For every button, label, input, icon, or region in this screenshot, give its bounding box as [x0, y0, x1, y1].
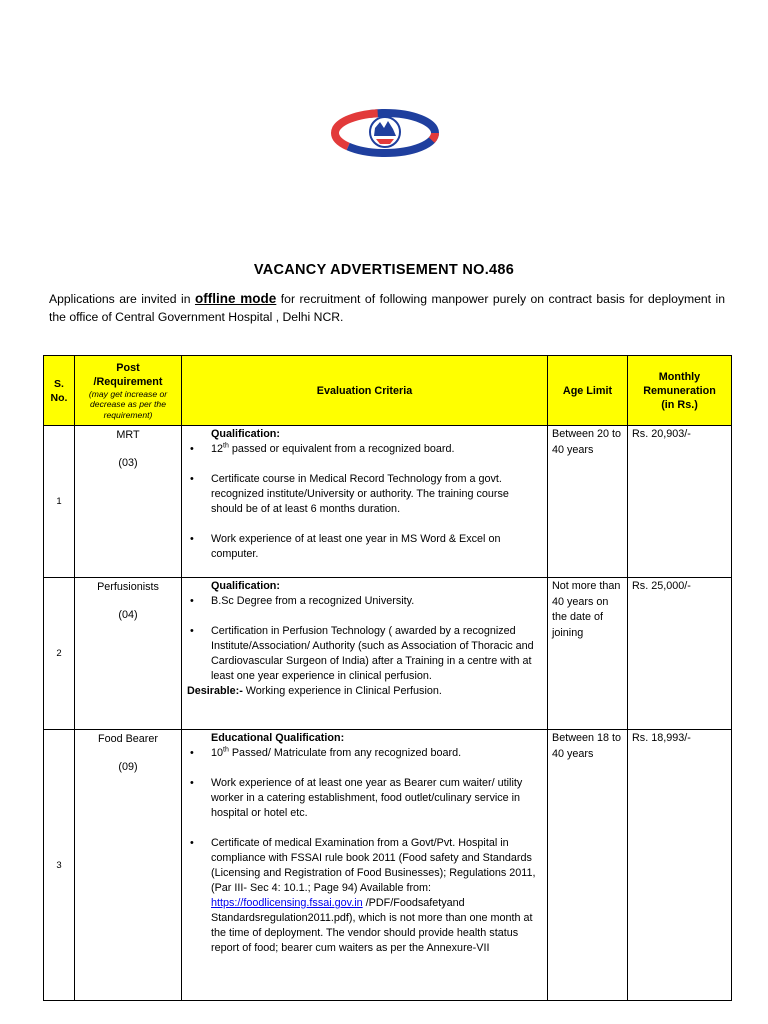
post-name: MRT — [116, 429, 140, 441]
criteria-item: • Certification in Perfusion Technology ( awarded by a recognized Institute/Association/ Authority (such as Association of Thoracic and Cardiovascular Surgeon of India) after a Training in a centre with at least one year experience in clinical perfusion. — [187, 624, 543, 684]
organization-logo — [330, 108, 440, 158]
intro-highlight: offline mode — [194, 291, 277, 306]
desirable-note — [187, 684, 543, 699]
row-sno: 2 — [44, 578, 75, 730]
page-title: VACANCY ADVERTISEMENT NO.486 — [253, 262, 515, 278]
criteria-item: • B.Sc Degree from a recognized University. — [187, 594, 543, 609]
row-remuneration: Rs. 20,903/- — [628, 426, 732, 578]
post-name: Perfusionists — [97, 581, 159, 593]
table-row — [44, 730, 732, 1001]
criteria-heading: Qualification: — [211, 580, 280, 592]
header-criteria: Evaluation Criteria — [182, 356, 548, 426]
criteria-item: • Certificate of medical Examination from a Govt/Pvt. Hospital in compliance with FSSAI rule book 2011 (Food safety and Standards (Licensing and Registration of Food Businesses); Regulations 2011, (Par III- Sec 4: 10.1.; Page 94) Available from: https://foodlicensing.fssai.gov.in /PDF/Foodsafetyand Standardsregulation2011.pdf), which is not more than one month at the time of deployment. The vendor should provide health status report of food; bearer cum waiters as per the Annexure-VII — [187, 836, 543, 956]
intro-paragraph — [49, 290, 725, 326]
criteria-item: • Work experience of at least one year in MS Word & Excel on computer. — [187, 532, 543, 562]
row-criteria — [182, 578, 548, 730]
header-sno: S. No. — [44, 356, 75, 426]
header-post — [75, 356, 182, 426]
intro-before: Applications are invited in — [49, 292, 195, 306]
criteria-item: • 12th passed or equivalent from a recognized board. — [187, 442, 543, 457]
intro-after: for recruitment of following manpower purely on contract basis for deployment in the office of Central Government Hospital , Delhi NCR. — [49, 292, 725, 324]
criteria-item: • 10th Passed/ Matriculate from any recognized board. — [187, 746, 543, 761]
post-count: (09) — [118, 761, 138, 773]
table-row — [44, 426, 732, 578]
criteria-item: • Work experience of at least one year as Bearer cum waiter/ utility worker in a catering establishment, food outlet/culinary service in hospital or hotel etc. — [187, 776, 543, 821]
header-remuneration: Monthly Remuneration (in Rs.) — [628, 356, 732, 426]
row-age-limit: Between 20 to 40 years — [548, 426, 628, 578]
header-post-note: (may get increase or decrease as per the requirement) — [88, 388, 168, 420]
criteria-heading: Educational Qualification: — [211, 732, 345, 744]
row-remuneration: Rs. 18,993/- — [628, 730, 732, 1001]
row-remuneration: Rs. 25,000/- — [628, 578, 732, 730]
desirable-text: Working experience in Clinical Perfusion. — [242, 685, 442, 697]
desirable-label: Desirable:- — [187, 685, 243, 697]
row-post — [75, 426, 182, 578]
row-age-limit: Not more than 40 years on the date of joining — [548, 578, 628, 730]
criteria-heading: Qualification: — [211, 428, 280, 440]
criteria-item: • Certificate course in Medical Record Technology from a govt. recognized institute/University or authority. The training course should be of at least 6 months duration. — [187, 472, 543, 517]
header-age: Age Limit — [548, 356, 628, 426]
post-count: (03) — [118, 457, 138, 469]
row-sno: 1 — [44, 426, 75, 578]
row-age-limit: Between 18 to 40 years — [548, 730, 628, 1001]
row-criteria — [182, 730, 548, 1001]
header-post-label: Post /Requirement — [93, 361, 163, 388]
vacancy-table — [43, 355, 732, 1001]
fssai-link[interactable]: https://foodlicensing.fssai.gov.in — [211, 897, 363, 909]
row-post — [75, 578, 182, 730]
table-row — [44, 578, 732, 730]
post-name: Food Bearer — [97, 733, 158, 745]
row-post — [75, 730, 182, 1001]
post-count: (04) — [118, 609, 138, 621]
row-sno: 3 — [44, 730, 75, 1001]
row-criteria — [182, 426, 548, 578]
table-header-row — [44, 356, 732, 426]
